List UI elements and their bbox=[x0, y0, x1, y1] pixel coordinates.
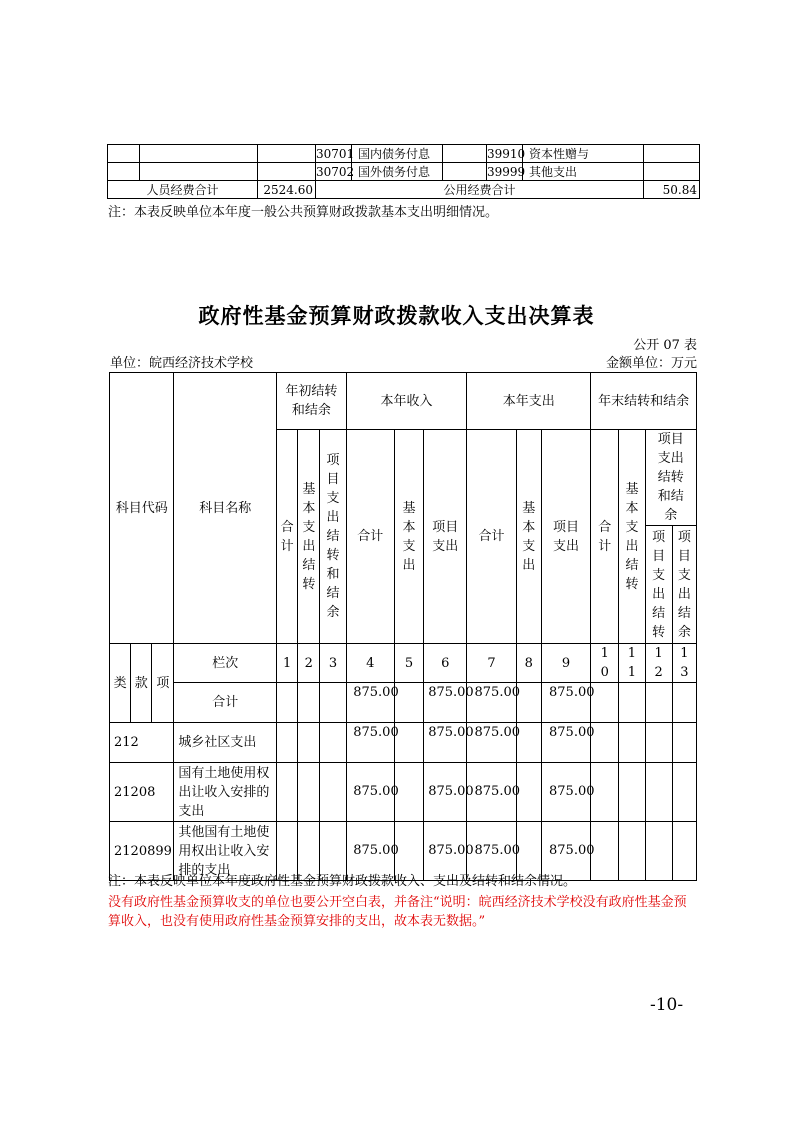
col-number: 1 bbox=[277, 644, 298, 683]
table-note: 注：本表反映单位本年度政府性基金预算财政拨款收入、支出及结转和结余情况。 bbox=[108, 874, 577, 889]
header-expense-total: 合计 bbox=[467, 430, 516, 644]
header-kuan: 款 bbox=[131, 644, 152, 723]
header-row bbox=[110, 373, 697, 430]
col-number: 2 bbox=[298, 644, 320, 683]
page-number: -10- bbox=[650, 995, 684, 1015]
row-name: 合计 bbox=[174, 683, 277, 723]
econ-name: 国外债务付息 bbox=[352, 163, 443, 181]
col-number: 5 bbox=[394, 644, 423, 683]
col-number: 10 bbox=[591, 644, 619, 683]
table-row bbox=[108, 145, 700, 163]
personnel-total-value: 2524.60 bbox=[258, 181, 316, 199]
col-number: 11 bbox=[619, 644, 645, 683]
column-row-label: 栏次 bbox=[174, 644, 277, 683]
top-table-note: 注：本表反映单位本年度一般公共预算财政拨款基本支出明细情况。 bbox=[108, 205, 499, 220]
cell-value: 875.00 bbox=[424, 723, 467, 763]
header-expense: 本年支出 bbox=[467, 373, 591, 430]
header-closing-project-balance: 项目支出结余 bbox=[672, 526, 696, 644]
cell-value: 875.00 bbox=[346, 723, 394, 763]
table-row bbox=[110, 763, 697, 822]
col-number: 3 bbox=[320, 644, 346, 683]
row-code: 2120899 bbox=[110, 822, 174, 881]
econ-name: 其他支出 bbox=[523, 163, 644, 181]
header-income-total: 合计 bbox=[346, 430, 394, 644]
header-expense-basic: 基本支出 bbox=[516, 430, 541, 644]
header-name: 科目名称 bbox=[174, 373, 277, 644]
row-name: 国有土地使用权出让收入安排的支出 bbox=[174, 763, 277, 822]
cell-value: 875.00 bbox=[467, 763, 516, 822]
form-number: 公开 07 表 bbox=[633, 338, 697, 353]
econ-name: 国内债务付息 bbox=[352, 145, 443, 163]
header-income-basic: 基本支出 bbox=[394, 430, 423, 644]
col-number: 8 bbox=[516, 644, 541, 683]
row-code: 21208 bbox=[110, 763, 174, 822]
cell-value: 875.00 bbox=[541, 683, 590, 723]
econ-code: 39999 bbox=[487, 164, 526, 179]
unit-label: 单位：皖西经济技术学校 bbox=[110, 356, 254, 371]
econ-code: 39910 bbox=[487, 146, 526, 161]
personnel-total-label: 人员经费合计 bbox=[108, 181, 258, 199]
header-closing-total: 合计 bbox=[591, 430, 619, 644]
table-row bbox=[108, 163, 700, 181]
col-number: 9 bbox=[541, 644, 590, 683]
page-title: 政府性基金预算财政拨款收入支出决算表 bbox=[198, 304, 595, 328]
cell-value: 875.00 bbox=[424, 822, 467, 881]
cell-value: 875.00 bbox=[346, 683, 394, 723]
econ-code: 30702 bbox=[316, 164, 355, 179]
row-name: 其他国有土地使用权出让收入安排的支出 bbox=[174, 822, 277, 881]
table-row bbox=[110, 683, 697, 723]
table-row bbox=[110, 723, 697, 763]
col-number: 4 bbox=[346, 644, 394, 683]
cell-value: 875.00 bbox=[467, 683, 516, 723]
col-number: 7 bbox=[467, 644, 516, 683]
col-number: 12 bbox=[645, 644, 672, 683]
header-income-project: 项目支出 bbox=[424, 430, 467, 644]
header-code: 科目代码 bbox=[110, 373, 174, 644]
fund-budget-table bbox=[109, 372, 697, 881]
header-closing: 年末结转和结余 bbox=[591, 373, 697, 430]
cell-value: 875.00 bbox=[346, 822, 394, 881]
table-row bbox=[108, 181, 700, 199]
header-opening-project: 项目支出结转和结余 bbox=[320, 430, 346, 644]
public-total-label: 公用经费合计 bbox=[316, 181, 644, 199]
header-closing-basic: 基本支出结转 bbox=[619, 430, 645, 644]
econ-code: 30701 bbox=[316, 146, 355, 161]
cell-value: 875.00 bbox=[346, 763, 394, 822]
row-code: 212 bbox=[110, 723, 174, 763]
expense-detail-table-fragment bbox=[107, 144, 700, 199]
header-opening-basic: 基本支出结转 bbox=[298, 430, 320, 644]
cell-value: 875.00 bbox=[541, 723, 590, 763]
cell-value: 875.00 bbox=[424, 763, 467, 822]
cell-value: 875.00 bbox=[541, 763, 590, 822]
cell-value: 875.00 bbox=[467, 723, 516, 763]
header-xiang: 项 bbox=[152, 644, 174, 723]
public-total-value: 50.84 bbox=[644, 181, 700, 199]
table-row bbox=[110, 822, 697, 881]
header-closing-project: 项目支出结转和结余 bbox=[645, 430, 696, 526]
col-number: 13 bbox=[672, 644, 696, 683]
header-opening: 年初结转和结余 bbox=[277, 373, 346, 430]
cell-value: 875.00 bbox=[424, 683, 467, 723]
header-opening-total: 合计 bbox=[277, 430, 298, 644]
cell-value: 875.00 bbox=[467, 822, 516, 881]
col-number: 6 bbox=[424, 644, 467, 683]
blank-table-remark: 没有政府性基金预算收支的单位也要公开空白表，并备注“说明：皖西经济技术学校没有政府性基金预算收入，也没有使用政府性基金预算安排的支出，故本表无数据。” bbox=[108, 895, 687, 929]
cell-value: 875.00 bbox=[541, 822, 590, 881]
econ-name: 资本性赠与 bbox=[523, 145, 644, 163]
header-income: 本年收入 bbox=[346, 373, 467, 430]
money-unit-label: 金额单位：万元 bbox=[605, 356, 697, 371]
header-closing-project-carry: 项目支出结转 bbox=[645, 526, 672, 644]
column-number-row bbox=[110, 644, 697, 683]
header-lei: 类 bbox=[110, 644, 131, 723]
row-name: 城乡社区支出 bbox=[174, 723, 277, 763]
header-expense-project: 项目支出 bbox=[541, 430, 590, 644]
